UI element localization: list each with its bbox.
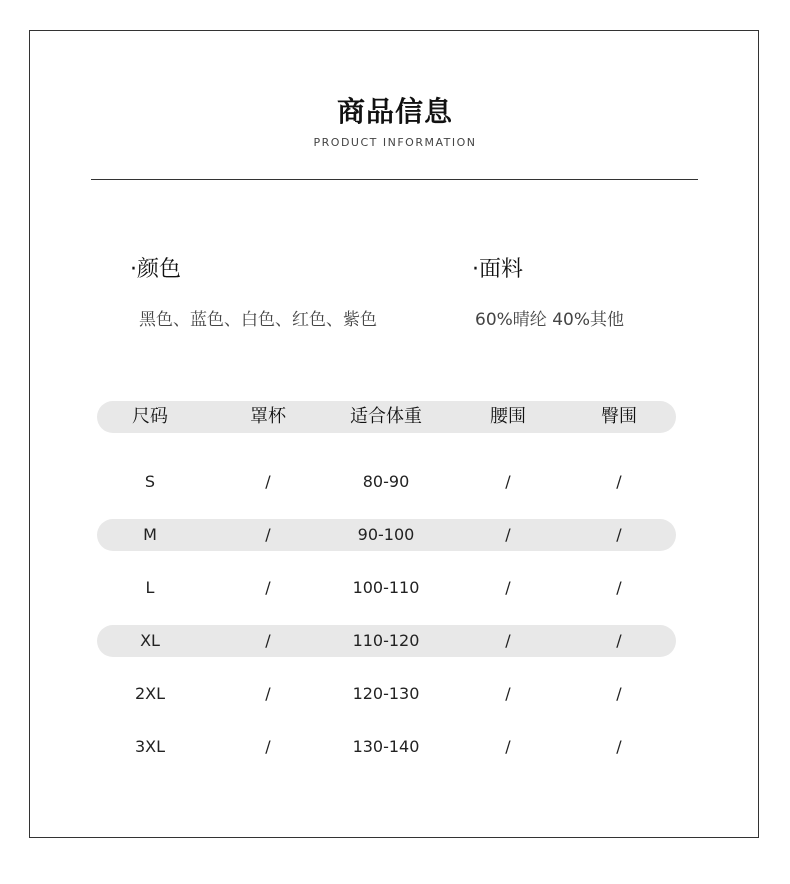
cell-hip: / bbox=[616, 631, 622, 650]
table-header bbox=[97, 401, 676, 433]
title-divider bbox=[91, 179, 698, 180]
cell-hip: / bbox=[616, 737, 622, 756]
cell-waist: / bbox=[505, 525, 511, 544]
cell-size: L bbox=[145, 578, 155, 597]
cell-size: 3XL bbox=[134, 737, 166, 756]
cell-hip: / bbox=[616, 684, 622, 703]
cell-cup: / bbox=[265, 631, 271, 650]
cell-waist: / bbox=[505, 684, 511, 703]
fabric-label: ·面料 bbox=[472, 257, 523, 282]
table-row bbox=[97, 519, 676, 551]
cell-cup: / bbox=[265, 737, 271, 756]
cell-weight: 120-130 bbox=[352, 684, 420, 703]
cell-hip: / bbox=[616, 472, 622, 491]
cell-weight: 130-140 bbox=[352, 737, 420, 756]
cell-size: M bbox=[143, 525, 157, 544]
cell-hip: / bbox=[616, 525, 622, 544]
page-subtitle: PRODUCT INFORMATION bbox=[313, 136, 477, 149]
column-header-size: 尺码 bbox=[132, 406, 168, 427]
cell-waist: / bbox=[505, 472, 511, 491]
color-value: 黑色、蓝色、白色、红色、紫色 bbox=[139, 310, 377, 330]
cell-weight: 90-100 bbox=[357, 525, 415, 544]
cell-size: XL bbox=[140, 631, 160, 650]
cell-cup: / bbox=[265, 472, 271, 491]
fabric-value: 60%晴纶 40%其他 bbox=[475, 310, 624, 330]
cell-hip: / bbox=[616, 578, 622, 597]
table-row bbox=[97, 625, 676, 657]
column-header-cup: 罩杯 bbox=[250, 406, 286, 427]
page-title: 商品信息 bbox=[336, 95, 453, 128]
table-row bbox=[97, 678, 676, 710]
cell-waist: / bbox=[505, 631, 511, 650]
cell-cup: / bbox=[265, 578, 271, 597]
column-header-waist: 腰围 bbox=[490, 406, 526, 427]
cell-waist: / bbox=[505, 578, 511, 597]
column-header-weight: 适合体重 bbox=[350, 406, 422, 427]
cell-size: S bbox=[144, 472, 156, 491]
cell-cup: / bbox=[265, 525, 271, 544]
content-frame bbox=[29, 30, 759, 838]
table-row bbox=[97, 572, 676, 604]
color-label: ·颜色 bbox=[130, 257, 181, 282]
cell-waist: / bbox=[505, 737, 511, 756]
table-row bbox=[97, 731, 676, 763]
cell-weight: 100-110 bbox=[352, 578, 420, 597]
cell-size: 2XL bbox=[134, 684, 166, 703]
cell-weight: 80-90 bbox=[362, 472, 410, 491]
column-header-hip: 臀围 bbox=[601, 406, 637, 427]
table-row bbox=[97, 466, 676, 498]
cell-weight: 110-120 bbox=[352, 631, 420, 650]
cell-cup: / bbox=[265, 684, 271, 703]
